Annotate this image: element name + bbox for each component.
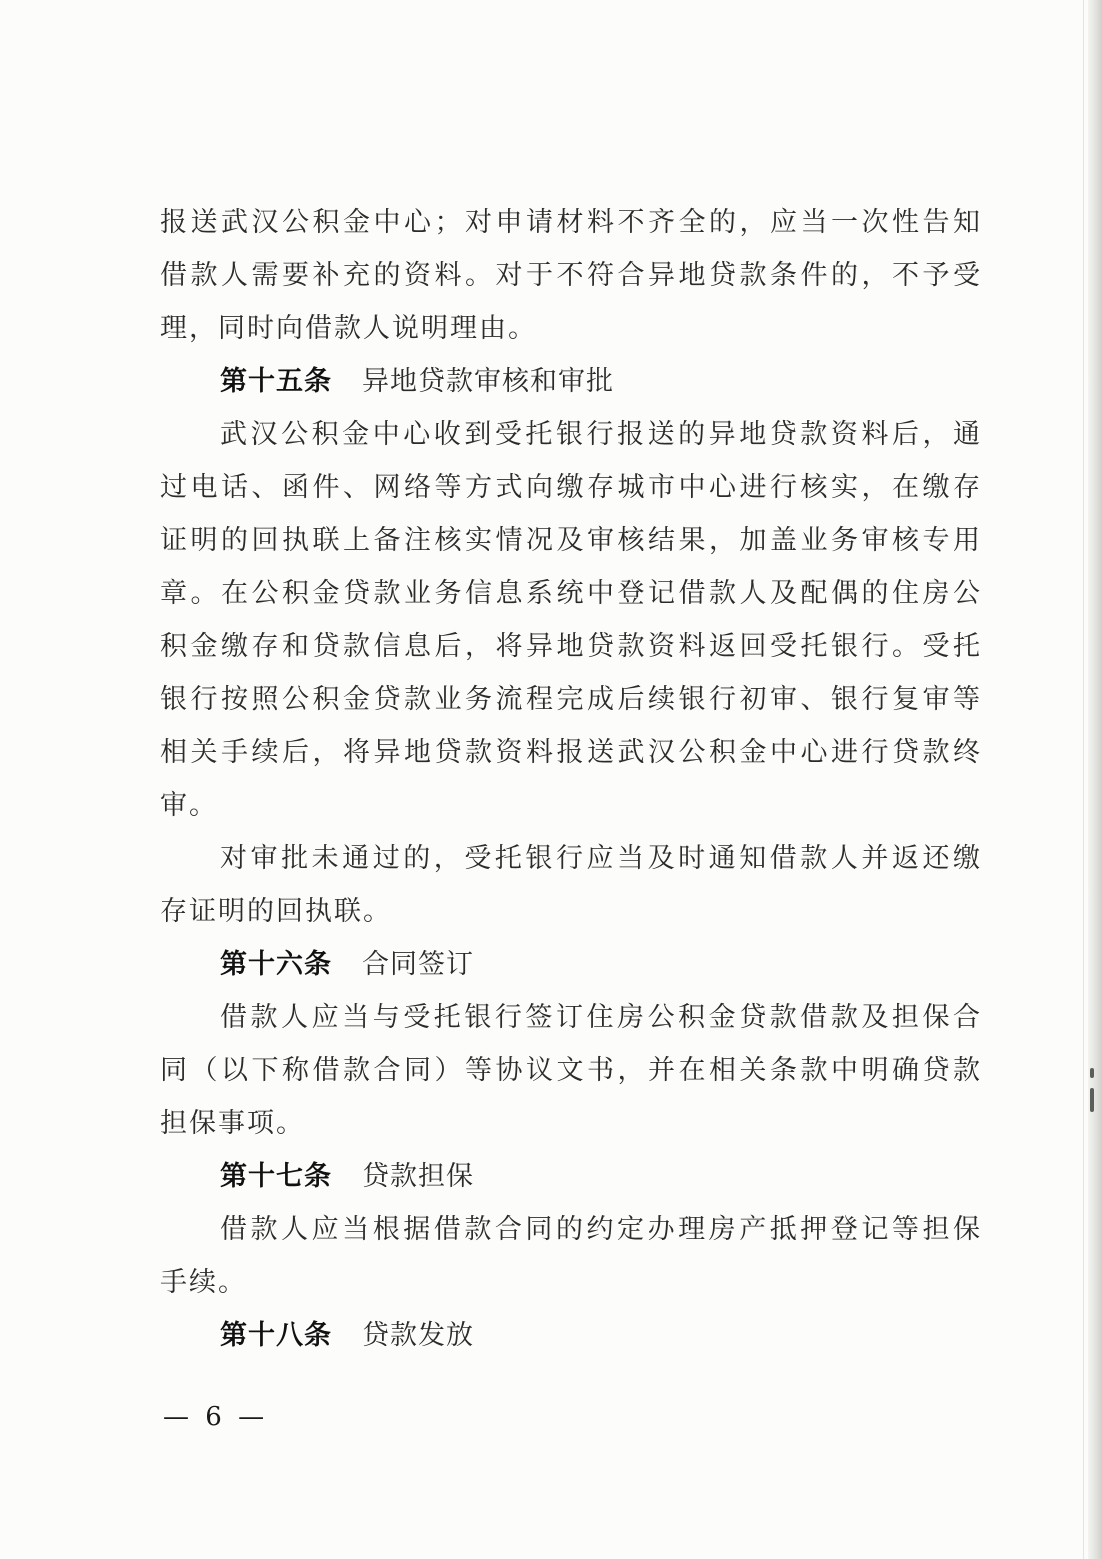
binding-line xyxy=(1083,0,1084,1559)
article-number: 第十七条 xyxy=(220,1161,332,1192)
text-line: 银行按照公积金贷款业务流程完成后续银行初审、银行复审等 xyxy=(160,684,982,715)
article-title: 贷款发放 xyxy=(362,1320,474,1351)
text-line: 证明的回执联上备注核实情况及审核结果，加盖业务审核专用 xyxy=(160,525,982,556)
text-line: 借款人应当根据借款合同的约定办理房产抵押登记等担保 xyxy=(220,1214,982,1245)
binding-ink-mark xyxy=(1090,1068,1094,1078)
text-line: 对审批未通过的，受托银行应当及时通知借款人并返还缴 xyxy=(220,843,982,874)
text-line: 借款人需要补充的资料。对于不符合异地贷款条件的，不予受 xyxy=(160,260,982,291)
body-text xyxy=(160,196,982,1362)
text-line: 理，同时向借款人说明理由。 xyxy=(160,313,537,344)
text-line: 借款人应当与受托银行签订住房公积金贷款借款及担保合 xyxy=(220,1002,982,1033)
article-heading xyxy=(160,1309,982,1362)
text-line: 同（以下称借款合同）等协议文书，并在相关条款中明确贷款 xyxy=(160,1055,982,1086)
paragraph xyxy=(160,1203,982,1309)
article-heading xyxy=(160,938,982,991)
page-number: — 6 — xyxy=(163,1402,269,1432)
article-title: 贷款担保 xyxy=(362,1161,474,1192)
paragraph xyxy=(160,196,982,355)
text-line: 担保事项。 xyxy=(160,1108,305,1139)
paragraph xyxy=(160,832,982,938)
text-line: 积金缴存和贷款信息后，将异地贷款资料返回受托银行。受托 xyxy=(160,631,982,662)
article-number: 第十八条 xyxy=(220,1320,332,1351)
article-number: 第十五条 xyxy=(220,366,332,397)
article-heading xyxy=(160,355,982,408)
article-title: 异地贷款审核和审批 xyxy=(362,366,614,397)
article-heading xyxy=(160,1150,982,1203)
text-line: 手续。 xyxy=(160,1267,247,1298)
text-line: 过电话、函件、网络等方式向缴存城市中心进行核实，在缴存 xyxy=(160,472,982,503)
binding-ink-mark xyxy=(1090,1088,1094,1112)
paragraph xyxy=(160,408,982,832)
article-title: 合同签订 xyxy=(362,949,474,980)
text-line: 审。 xyxy=(160,790,218,821)
text-line: 章。在公积金贷款业务信息系统中登记借款人及配偶的住房公 xyxy=(160,578,982,609)
binding-edge xyxy=(1088,0,1102,1559)
text-line: 报送武汉公积金中心；对申请材料不齐全的，应当一次性告知 xyxy=(160,207,982,238)
text-line: 武汉公积金中心收到受托银行报送的异地贷款资料后，通 xyxy=(220,419,982,450)
paragraph xyxy=(160,991,982,1150)
article-number: 第十六条 xyxy=(220,949,332,980)
text-line: 相关手续后，将异地贷款资料报送武汉公积金中心进行贷款终 xyxy=(160,737,982,768)
text-line: 存证明的回执联。 xyxy=(160,896,392,927)
